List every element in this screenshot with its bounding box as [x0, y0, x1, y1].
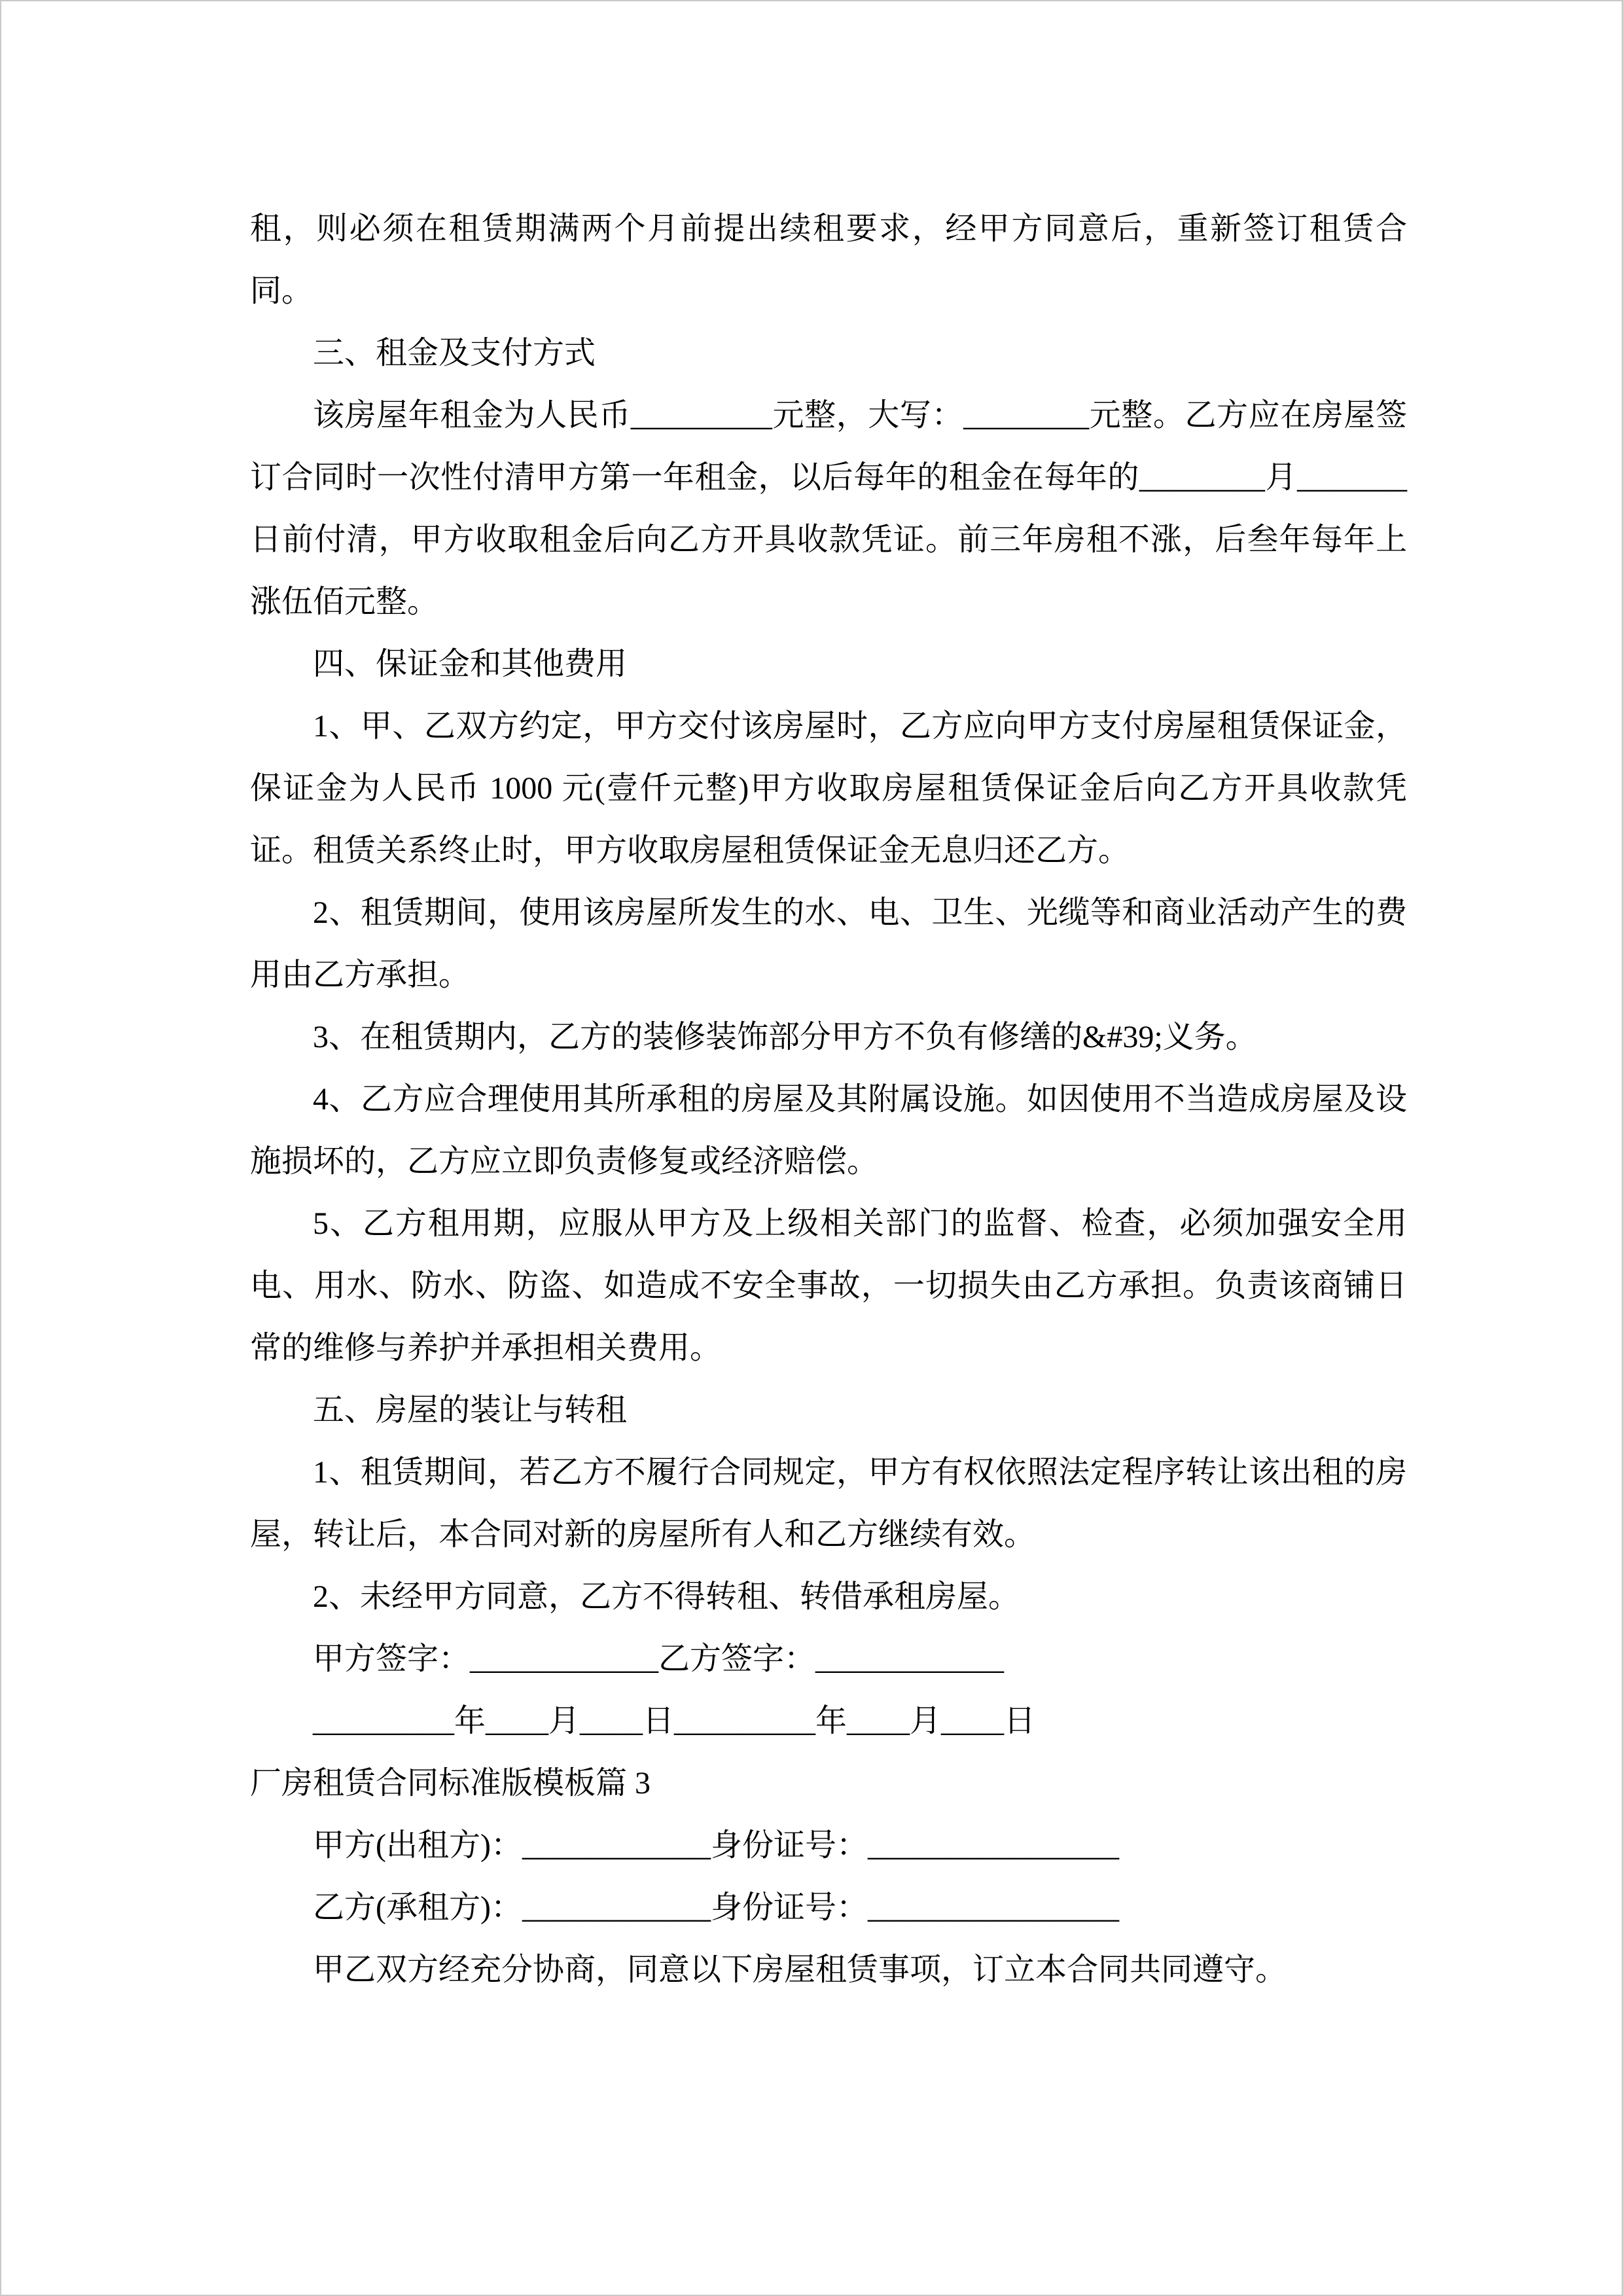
paragraph-renovation-item-3: 3、在租赁期内，乙方的装修装饰部分甲方不负有修缮的&#39;义务。 — [313, 1020, 1257, 1054]
heading-section-4-deposit-and-fees: 四、保证金和其他费用 — [313, 647, 628, 681]
heading-section-5-transfer-and-sublease: 五、房屋的装让与转租 — [313, 1393, 628, 1427]
heading-section-3-rent-and-payment: 三、租金及支付方式 — [313, 336, 596, 370]
paragraph-sublease-item-2: 2、未经甲方同意，乙方不得转租、转借承租房屋。 — [313, 1579, 1020, 1614]
paragraph-rent-amount-details: 该房屋年租金为人民币_________元整，大写：________元整。乙方应在房屋签订合同时一次性付清甲方第一年租金，以后每年的租金在每年的________月_______日前付清，甲方收取租金后向乙方开具收款凭证。前三年房租不涨，后叁年每年上涨伍佰元整。 — [250, 398, 1407, 619]
paragraph-utilities-item-2: 2、租赁期间，使用该房屋所发生的水、电、卫生、光缆等和商业活动产生的费用由乙方承担。 — [250, 895, 1407, 992]
heading-template-part-3: 厂房租赁合同标准版模板篇 3 — [250, 1766, 651, 1801]
paragraph-agreement-intro: 甲乙双方经充分协商，同意以下房屋租赁事项，订立本合同共同遵守。 — [313, 1952, 1287, 1987]
paragraph-transfer-item-1: 1、租赁期间，若乙方不履行合同规定，甲方有权依照法定程序转让该出租的房屋，转让后，本合同对新的房屋所有人和乙方继续有效。 — [250, 1455, 1407, 1552]
party-a-identity-line: 甲方(出租方)：____________身份证号：________________ — [313, 1828, 1119, 1863]
paragraph-deposit-item-1: 1、甲、乙双方约定，甲方交付该房屋时，乙方应向甲方支付房屋租赁保证金，保证金为人民币 1000 元(壹仟元整)甲方收取房屋租赁保证金后向乙方开具收款凭证。租赁关系终止时，甲方收取房屋租赁保证金无息归还乙方。 — [250, 709, 1407, 868]
paragraph-proper-use-item-4: 4、乙方应合理使用其所承租的房屋及其附属设施。如因使用不当造成房屋及设施损坏的，乙方应立即负责修复或经济赔偿。 — [250, 1082, 1407, 1179]
party-b-identity-line: 乙方(承租方)：____________身份证号：________________ — [313, 1890, 1119, 1925]
paragraph-safety-item-5: 5、乙方租用期，应服从甲方及上级相关部门的监督、检查，必须加强安全用电、用水、防水、防盗、如造成不安全事故，一切损失由乙方承担。负责该商铺日常的维修与养护并承担相关费用。 — [250, 1206, 1407, 1365]
paragraph-lease-renewal-continuation: 租，则必须在租赁期满两个月前提出续租要求，经甲方同意后，重新签订租赁合同。 — [250, 211, 1407, 308]
signature-line: 甲方签字：____________乙方签字：____________ — [313, 1641, 1005, 1676]
signature-date-line: _________年____月____日_________年____月____日 — [313, 1704, 1036, 1738]
